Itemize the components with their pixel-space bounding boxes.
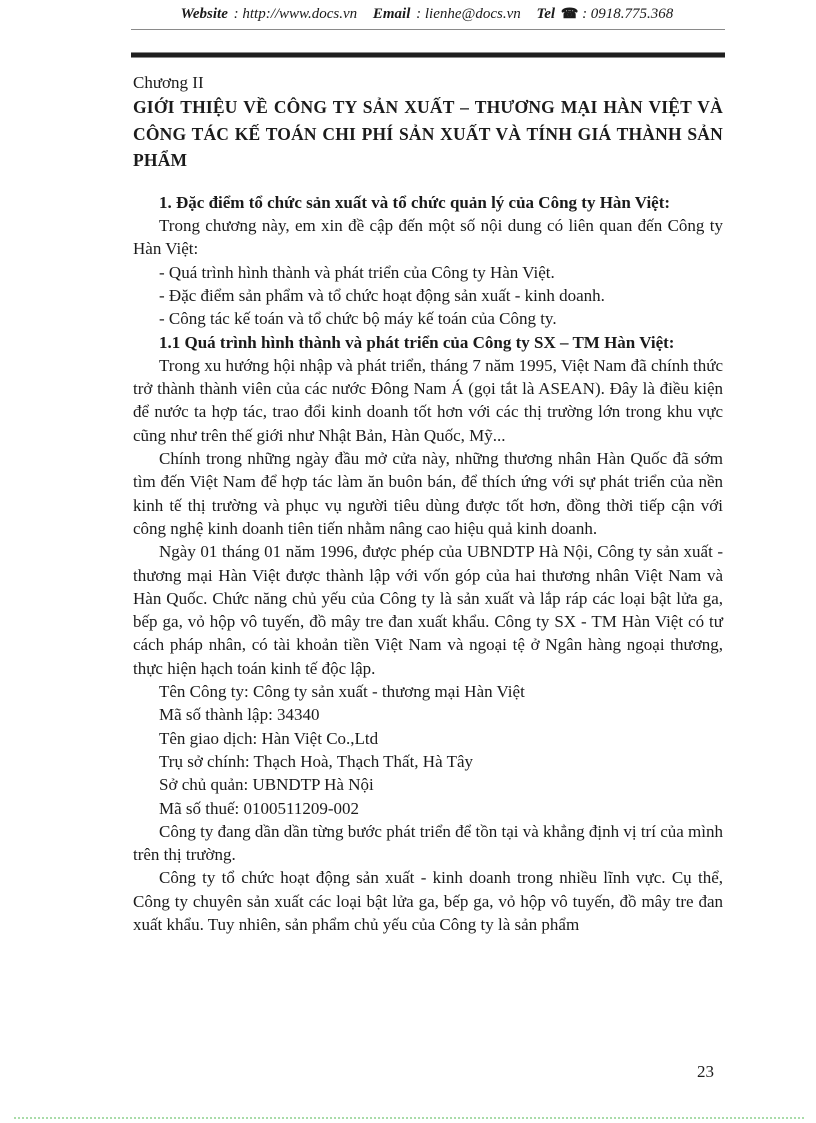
email-value: : lienhe@docs.vn	[416, 6, 521, 22]
company-info-line: Mã số thành lập: 34340	[159, 705, 320, 725]
email-label: Email	[372, 6, 411, 22]
body-paragraph: Ngày 01 tháng 01 năm 1996, được phép của UBNDTP Hà Nội, Công ty sản xuất - thương mại Hàn Việt được thành lập với vốn góp của hai thương nhân Việt Nam và Hàn Quốc. Chức năng chủ yếu của Công ty là sản xuất và lắp ráp các loại bật lửa ga, bếp ga, vỏ hộp vô tuyến, đồ mây tre đan xuất khẩu. Công ty SX - TM Hàn Việt có tư cách pháp nhân, có tài khoản tiền Việt Nam và ngoại tệ ở Ngân hàng ngoại thương, thực hiện hạch toán kinh tế độc lập.	[133, 542, 723, 678]
chapter-label: Chương II	[133, 73, 204, 92]
page-header	[113, 6, 743, 23]
section-1-heading: 1. Đặc điểm tổ chức sản xuất và tổ chức quản lý của Công ty Hàn Việt:	[159, 192, 671, 212]
bullet-item: - Công tác kế toán và tổ chức bộ máy kế toán của Công ty.	[159, 309, 557, 329]
header-divider-thin	[131, 29, 725, 30]
closing-paragraph: Công ty tổ chức hoạt động sản xuất - kinh doanh trong nhiều lĩnh vực. Cụ thể, Công ty chuyên sản xuất các loại bật lửa ga, bếp ga, vỏ hộp vô tuyến, đồ mây tre đan xuất khẩu. Tuy nhiên, sản phẩm chủ yếu của Công ty là sản phẩm	[133, 868, 723, 934]
section-1-1-heading: 1.1 Quá trình hình thành và phát triển của Công ty SX – TM Hàn Việt:	[159, 332, 675, 352]
company-info-line: Tên giao dịch: Hàn Việt Co.,Ltd	[159, 728, 379, 748]
header-divider-thick	[131, 52, 725, 58]
company-info-line: Tên Công ty: Công ty sản xuất - thương mại Hàn Việt	[159, 682, 525, 702]
tel-label: Tel	[536, 6, 556, 22]
document-body	[133, 71, 723, 936]
website-label: Website	[180, 6, 228, 22]
bullet-item: - Đặc điểm sản phẩm và tổ chức hoạt động sản xuất - kinh doanh.	[159, 285, 605, 305]
closing-paragraph: Công ty đang dần dần từng bước phát triển để tồn tại và khẳng định vị trí của mình trên thị trường.	[133, 821, 723, 865]
company-info-line: Sở chủ quản: UBNDTP Hà Nội	[159, 775, 374, 795]
document-title: GIỚI THIỆU VỀ CÔNG TY SẢN XUẤT – THƯƠNG MẠI HÀN VIỆT VÀ CÔNG TÁC KẾ TOÁN CHI PHÍ SẢN XUẤT VÀ TÍNH GIÁ THÀNH SẢN PHẨM	[133, 97, 723, 171]
footer-dotted-line	[14, 1117, 804, 1119]
company-info-line: Mã số thuế: 0100511209-002	[159, 798, 360, 818]
tel-value: : 0918.775.368	[582, 6, 674, 22]
page-number: 23	[697, 1062, 714, 1081]
intro-paragraph: Trong chương này, em xin đề cập đến một số nội dung có liên quan đến Công ty Hàn Việt:	[133, 216, 723, 259]
body-paragraph: Trong xu hướng hội nhập và phát triển, tháng 7 năm 1995, Việt Nam đã chính thức trở thành thành viên của các nước Đông Nam Á (gọi tắt là ASEAN). Đây là điều kiện để nước ta hợp tác, trao đổi kinh doanh tốt hơn với các thị trường lớn trong khu vực cũng như trên thế giới như Nhật Bản, Hàn Quốc, Mỹ...	[133, 355, 723, 445]
body-paragraph: Chính trong những ngày đầu mở cửa này, những thương nhân Hàn Quốc đã sớm tìm đến Việt Nam để hợp tác làm ăn buôn bán, để thích ứng với sự phát triển của nền kinh tế thị trường và phục vụ người tiêu dùng được tốt hơn, đồng thời tiếp cận với công nghệ kinh doanh tiên tiến nhằm nâng cao hiệu quả kinh doanh.	[133, 449, 723, 538]
company-info-line: Trụ sở chính: Thạch Hoà, Thạch Thất, Hà Tây	[159, 751, 473, 771]
bullet-item: - Quá trình hình thành và phát triển của Công ty Hàn Việt.	[159, 262, 555, 282]
title-spacer	[133, 174, 723, 191]
website-value: : http://www.docs.vn	[233, 6, 358, 22]
phone-icon: ☎	[560, 7, 579, 22]
